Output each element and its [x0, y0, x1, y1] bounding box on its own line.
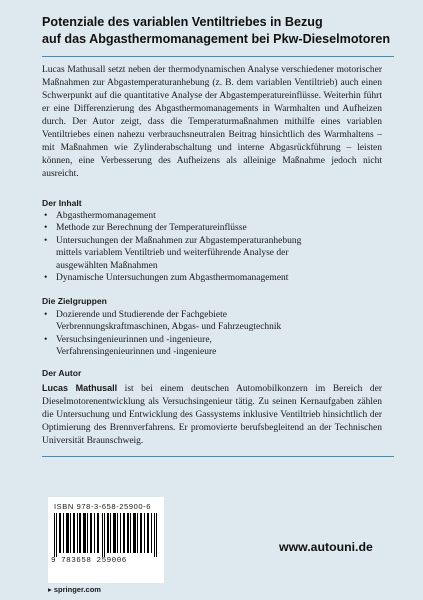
- audience-list: [42, 309, 382, 359]
- list-item: • Untersuchungen der Maßnahmen zur Abgastemperaturanhebung mittels variablem Ventiltrieb und weiterführende Analyse der ausgewählten Maßnahmen: [44, 235, 302, 271]
- list-item: • Versuchsingenieurinnen und -ingenieure, Verfahrensingenieurinnen und -ingenieure: [44, 334, 217, 358]
- author-heading: Der Autor: [42, 368, 82, 378]
- author-name: Lucas Mathusall: [42, 383, 118, 393]
- contents-heading: Der Inhalt: [42, 198, 82, 208]
- list-item: • Abgasthermomanagement: [44, 211, 156, 221]
- barcode-digits: 9 783658 259006: [51, 557, 127, 565]
- barcode-icon: [54, 513, 158, 557]
- top-divider: [42, 56, 394, 57]
- isbn-barcode: [48, 497, 164, 583]
- website-link[interactable]: www.autouni.de: [279, 540, 373, 554]
- book-title: [42, 14, 402, 48]
- publisher-link[interactable]: ▸ springer.com: [48, 585, 101, 594]
- contents-list: [42, 210, 382, 284]
- title-line-1: Potenziale des variablen Ventiltriebes in Bezug: [42, 15, 323, 29]
- title-line-2: auf das Abgasthermomanagement bei Pkw-Dieselmotoren: [42, 32, 391, 46]
- list-item: • Dozierende und Studierende der Fachgebiete Verbrennungskraftmaschinen, Abgas- und Fahrzeugtechnik: [44, 310, 282, 333]
- bottom-divider: [42, 456, 394, 457]
- author-bio: [42, 382, 382, 448]
- isbn-number: ISBN 978-3-658-25900-6: [54, 502, 152, 511]
- audience-heading: Die Zielgruppen: [42, 296, 107, 306]
- arrow-icon: ▸: [48, 585, 54, 594]
- list-item: • Dynamische Untersuchungen zum Abgasthermomanagement: [44, 273, 289, 284]
- intro-paragraph: Lucas Mathusall setzt neben der thermodynamischen Analyse verschiedener motorischer Maßnahmen zur Abgastemperaturanhebung (z. B. dem variablen Ventiltrieb) auch einen Schwerpunkt auf die quantitative Analyse der Abgastemperatureinflüsse. Weiterhin führt er eine Differenzierung des Abgasthermomanagements in Warmhalten und Aufheizen durch. Der Autor zeigt, dass die Temperaturmaßnahmen mithilfe eines variablen Ventiltriebes einen nahezu verbrauchsneutralen Beitrag hinsichtlich des Warmhaltens – mit Maßnahmen wie Zylinderabschaltung und interne Abgasrückführung – leisten können, eine Verbesserung des Aufheizens als alleinige Maßnahme jedoch nicht ausreicht.: [42, 65, 382, 179]
- author-bio-text: ist bei einem deutschen Automobilkonzern im Bereich der Dieselmotorenentwicklung als Versuchsingenieur tätig. Zu seinen Kernaufgaben zählen die Untersuchung und Entwicklung des Gassystems inklusive Ventiltrieb hinsichtlich der Optimierung des Brennverfahrens. Er promovierte berufsbegleitend an der Technischen Universität Braunschweig.: [42, 384, 383, 446]
- list-item: • Methode zur Berechnung der Temperatureinflüsse: [44, 223, 247, 234]
